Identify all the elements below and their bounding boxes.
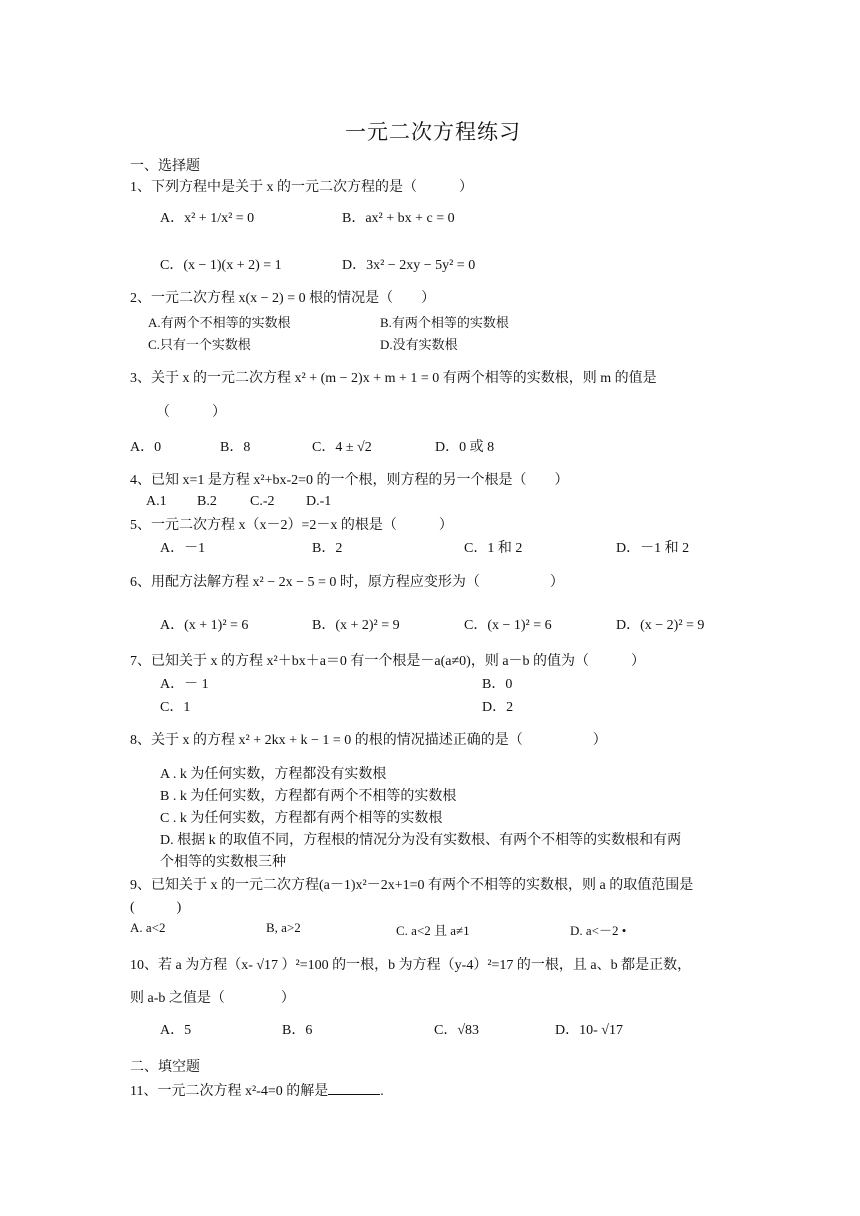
- question-2-option-b: B.有两个相等的实数根: [380, 315, 509, 330]
- question-10-option-a: A．5: [160, 1023, 192, 1038]
- question-2-option-d: D.没有实数根: [380, 337, 458, 352]
- question-1-option-a: A．x² + 1/x² = 0: [160, 211, 255, 226]
- question-11-text: 11、一元二次方程 x²-4=0 的解是: [130, 1084, 329, 1099]
- question-9-option-b: B, a>2: [266, 920, 301, 935]
- question-8-option-d-line2: 个相等的实数根三种: [160, 855, 286, 870]
- question-8-stem: 8、关于 x 的方程 x² + 2kx + k − 1 = 0 的根的情况描述正确的是（ ）: [130, 733, 607, 748]
- question-3-answer-paren: （ ）: [156, 405, 226, 420]
- question-8-option-c: C . k 为任何实数，方程都有两个相等的实数根: [160, 811, 443, 826]
- question-8-option-b: B . k 为任何实数，方程都有两个不相等的实数根: [160, 789, 457, 804]
- question-10-stem-line2: 则 a-b 之值是（ ）: [130, 991, 295, 1006]
- question-4-stem: 4、已知 x=1 是方程 x²+bx-2=0 的一个根，则方程的另一个根是（ ）: [130, 473, 569, 488]
- question-1-option-d: D．3x² − 2xy − 5y² = 0: [342, 258, 476, 273]
- question-8-option-a: A . k 为任何实数，方程都没有实数根: [160, 767, 387, 782]
- question-3-option-d: D．0 或 8: [435, 440, 495, 455]
- question-8-option-d-line1: D. 根据 k 的取值不同，方程根的情况分为没有实数根、有两个不相等的实数根和有两: [160, 833, 682, 848]
- question-3-option-c: C．4 ± √2: [312, 440, 372, 455]
- question-1-stem: 1、下列方程中是关于 x 的一元二次方程的是（ ）: [130, 180, 473, 195]
- question-5-option-b: B．2: [312, 541, 343, 556]
- question-10-option-d: D．10- √17: [555, 1023, 623, 1038]
- question-4-option-d: D.-1: [306, 494, 332, 509]
- question-10-option-b: B．6: [282, 1023, 313, 1038]
- question-7-option-d: D．2: [482, 700, 514, 715]
- question-6-option-d: D．(x − 2)² = 9: [616, 618, 705, 633]
- question-2-stem: 2、一元二次方程 x(x − 2) = 0 根的情况是（ ）: [130, 291, 436, 306]
- question-5-option-d: D．－1 和 2: [616, 541, 690, 556]
- question-6-stem: 6、用配方法解方程 x² − 2x − 5 = 0 时，原方程应变形为（ ）: [130, 575, 564, 590]
- question-6-option-a: A．(x + 1)² = 6: [160, 618, 249, 633]
- question-2-option-c: C.只有一个实数根: [148, 337, 251, 352]
- question-11-period: .: [380, 1084, 384, 1099]
- question-7-stem: 7、已知关于 x 的方程 x²＋bx＋a＝0 有一个根是－a(a≠0)，则 a－b 的值为（ ）: [130, 654, 646, 669]
- section-heading-choice: 一、选择题: [130, 159, 200, 174]
- question-7-option-c: C．1: [160, 700, 191, 715]
- question-4-option-c: C.-2: [250, 494, 275, 509]
- question-7-option-b: B．0: [482, 677, 513, 692]
- question-3-option-a: A．0: [130, 440, 162, 455]
- question-10-stem-line1: 10、若 a 为方程（x- √17 ）²=100 的一根，b 为方程（y-4）²=17 的一根，且 a、b 都是正数，: [130, 958, 692, 973]
- question-6-option-c: C．(x − 1)² = 6: [464, 618, 552, 633]
- question-11-answer-blank[interactable]: [328, 1094, 380, 1095]
- question-9-option-c: C. a<2 且 a≠1: [396, 923, 470, 938]
- question-9-stem-line2: ( ): [130, 900, 182, 915]
- question-9-stem-line1: 9、已知关于 x 的一元二次方程(a－1)x²－2x+1=0 有两个不相等的实数根，则 a 的取值范围是: [130, 878, 694, 893]
- question-10-option-c: C．√83: [434, 1023, 480, 1038]
- question-3-stem: 3、关于 x 的一元二次方程 x² + (m − 2)x + m + 1 = 0 有两个相等的实数根，则 m 的值是: [130, 371, 657, 386]
- question-9-option-a: A. a<2: [130, 920, 166, 935]
- question-9-option-d: D. a<－2 •: [570, 923, 627, 938]
- question-1-option-c: C．(x − 1)(x + 2) = 1: [160, 258, 282, 273]
- question-4-option-a: A.1: [146, 494, 167, 509]
- page-title: 一元二次方程练习: [345, 120, 521, 144]
- question-5-option-c: C．1 和 2: [464, 541, 523, 556]
- question-3-option-b: B．8: [220, 440, 251, 455]
- question-1-option-b: B．ax² + bx + c = 0: [342, 211, 455, 226]
- question-2-option-a: A.有两个不相等的实数根: [148, 315, 291, 330]
- question-5-option-a: A．－1: [160, 541, 206, 556]
- question-7-option-a: A．－ 1: [160, 677, 209, 692]
- question-4-option-b: B.2: [197, 494, 217, 509]
- question-11-stem: [130, 1080, 384, 1100]
- question-6-option-b: B．(x + 2)² = 9: [312, 618, 400, 633]
- section-heading-fill-in: 二、填空题: [130, 1060, 200, 1075]
- question-5-stem: 5、一元二次方程 x（x－2）=2－x 的根是（ ）: [130, 518, 453, 533]
